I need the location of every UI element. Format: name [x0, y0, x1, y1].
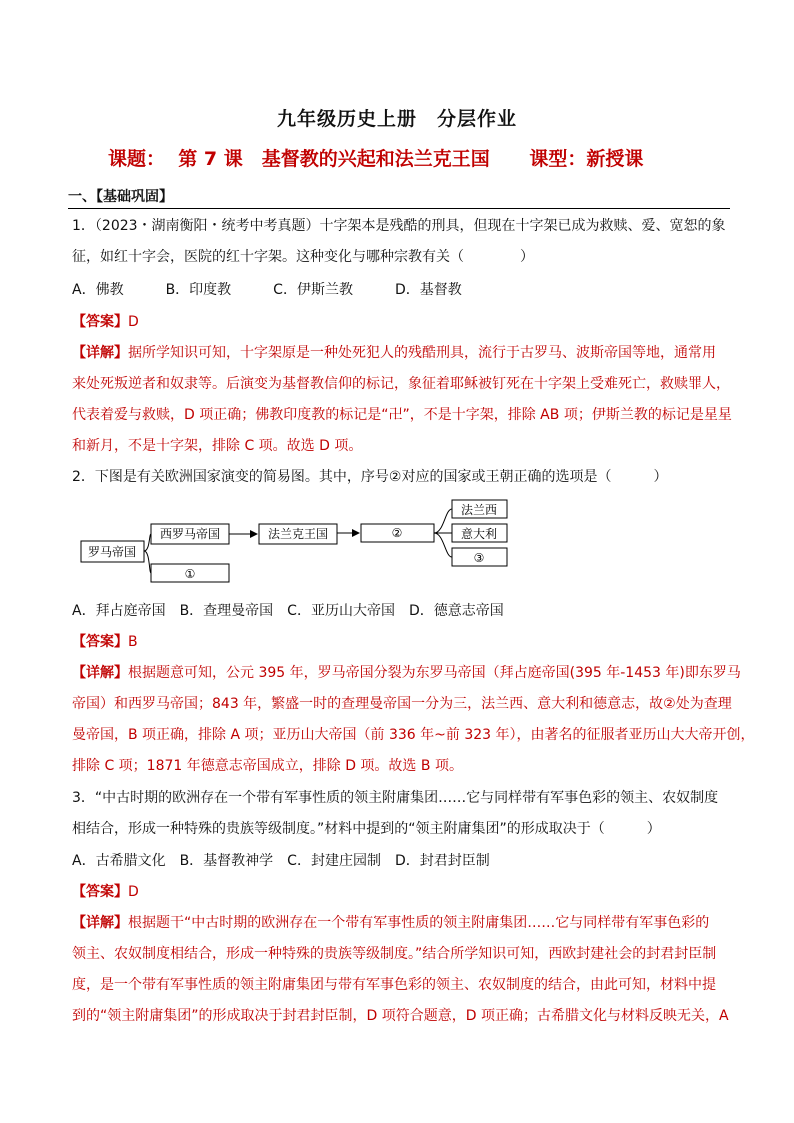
answer-tag: 【答案】 — [72, 314, 128, 330]
q1-detail-1: 【详解】据所学知识可知，十字架原是一种处死犯人的残酷刑具，流行于古罗马、波斯帝国等地，通常用 — [72, 345, 716, 361]
q2-line-1: 2．下图是有关欧洲国家演变的简易图。其中，序号②对应的国家或王朝正确的选项是（ ） — [72, 469, 668, 485]
q3-detail-2: 领主、农奴制度相结合，形成一种特殊的贵族等级制度。”结合所学知识可知，西欧封建社会的封君封臣制 — [72, 946, 717, 962]
diagram-frankish-label: 法兰克王国 — [267, 527, 329, 541]
page-title: 九年级历史上册 分层作业 — [276, 108, 517, 130]
q2-detail-3: 曼帝国，B 项正确，排除 A 项；亚历山大帝国（前 336 年~前 323 年），由著名的征服者亚历山大大帝开创， — [72, 727, 755, 743]
q2-detail-2: 帝国）和西罗马帝国；843 年，繁盛一时的查理曼帝国一分为三，法兰西、意大利和德意志，故②处为查理 — [72, 696, 732, 712]
q3-detail-1: 【详解】根据题干“中古时期的欧洲存在一个带有军事性质的领主附庸集团……它与同样带有军事色彩的 — [72, 915, 710, 931]
q3-detail-4: 到的“领主附庸集团”的形成取决于封君封臣制，D 项符合题意，D 项正确；古希腊文化与材料反映无关，A — [72, 1008, 729, 1024]
q2-answer-value: B — [128, 634, 138, 650]
q1-options: A．佛教 B．印度教 C．伊斯兰教 D．基督教 — [72, 282, 462, 298]
q1-detail-4: 和新月，不是十字架，排除 C 项。故选 D 项。 — [72, 438, 363, 454]
detail-tag: 【详解】 — [72, 665, 128, 681]
diagram-italy-label: 意大利 — [460, 527, 498, 541]
lesson-title: 第 7 课 基督教的兴起和法兰克王国 — [178, 148, 490, 170]
q3-line-1: 3．“中古时期的欧洲存在一个带有军事性质的领主附庸集团……它与同样带有军事色彩的领主、农奴制度 — [72, 790, 719, 806]
q1-detail-2: 来处死叛逆者和奴隶等。后演变为基督教信仰的标记，象征着耶稣被钉死在十字架上受难死亡，救赎罪人， — [72, 376, 730, 392]
q2-detail-4: 排除 C 项；1871 年德意志帝国成立，排除 D 项。故选 B 项。 — [72, 758, 463, 774]
diagram-circle-1: ① — [184, 567, 196, 581]
branch-roman — [144, 534, 151, 573]
diagram-roman-label: 罗马帝国 — [87, 545, 137, 559]
q3-options: A．古希腊文化 B．基督教神学 C．封建庄园制 D．封君封臣制 — [72, 853, 490, 869]
diagram-west-roman-label: 西罗马帝国 — [159, 527, 221, 541]
branch-2 — [434, 509, 452, 557]
diagram-circle-3: ③ — [473, 551, 485, 565]
q1-detail-3: 代表着爱与救赎，D 项正确；佛教印度教的标记是“卍”，不是十字架，排除 AB 项；伊斯兰教的标记是星星 — [72, 407, 732, 423]
lesson-type-label: 课型： — [529, 148, 587, 170]
q1-line-1: 1．（2023・湖南衡阳・统考中考真题）十字架本是残酷的刑具，但现在十字架已成为救赎、爱、宽恕的象 — [72, 218, 726, 234]
q3-line-2: 相结合，形成一种特殊的贵族等级制度。”材料中提到的“领主附庸集团”的形成取决于（ ） — [72, 821, 661, 837]
lesson-type-value: 新授课 — [586, 148, 644, 170]
answer-tag: 【答案】 — [72, 634, 128, 650]
q1-line-2: 征，如红十字会，医院的红十字架。这种变化与哪种宗教有关（ ） — [72, 249, 534, 265]
q3-answer-value: D — [128, 884, 139, 900]
q3-detail-3: 度，是一个带有军事性质的领主附庸集团与带有军事色彩的领主、农奴制度的结合，由此可知，材料中提 — [72, 977, 716, 993]
diagram-circle-2: ② — [391, 526, 403, 540]
answer-tag: 【答案】 — [72, 884, 128, 900]
q2-answer — [72, 632, 138, 652]
detail-tag: 【详解】 — [72, 345, 128, 361]
q2-options: A．拜占庭帝国 B．查理曼帝国 C．亚历山大帝国 D．德意志帝国 — [72, 603, 504, 619]
detail-tag: 【详解】 — [72, 915, 128, 931]
diagram-france-label: 法兰西 — [460, 503, 498, 517]
section-heading: 一、【基础巩固】 — [68, 186, 730, 209]
q1-answer-value: D — [128, 314, 139, 330]
q2-detail-1: 【详解】根据题意可知，公元 395 年，罗马帝国分裂为东罗马帝国（拜占庭帝国(395 年-1453 年)即东罗马 — [72, 665, 741, 681]
q3-answer — [72, 882, 139, 902]
lesson-label: 课题： — [108, 148, 166, 170]
